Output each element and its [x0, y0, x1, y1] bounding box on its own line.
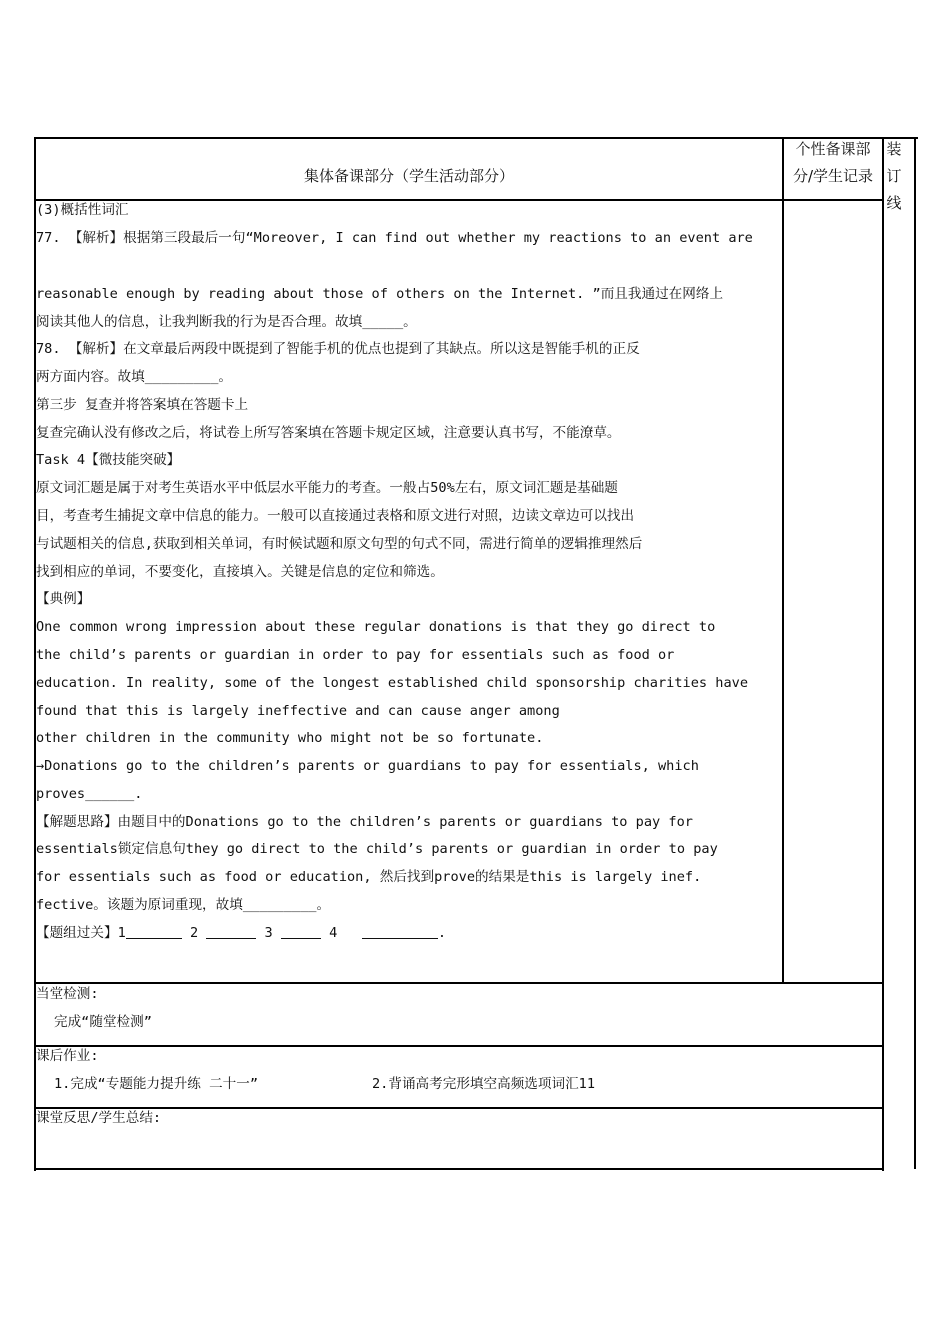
content-line: proves______. — [36, 786, 143, 802]
quiz-item-1: 1 — [117, 925, 126, 941]
quiz-end: . — [437, 925, 446, 941]
content-line: the child’s parents or guardian in order to pay for essentials such as food or — [36, 647, 675, 663]
content-line: 第三步 复查并将答案填在答题卡上 — [36, 397, 249, 413]
answer-blank-4[interactable] — [362, 923, 438, 939]
answer-blank-3[interactable] — [281, 923, 321, 939]
content-line: 与试题相关的信息,获取到相关单词，有时候试题和原文句型的句式不同，需进行简单的逻辑推理然后 — [36, 536, 643, 552]
binding-char-1: 装 — [886, 140, 902, 158]
content-line: reasonable enough by reading about those of others on the Internet. ”而且我通过在网络上 — [36, 286, 724, 302]
content-line: 原文词汇题是属于对考生英语水平中低层水平能力的考查。一般占50%左右，原文词汇题是基础题 — [36, 480, 618, 496]
content-line: fective。该题为原词重现，故填_________。 — [36, 897, 331, 913]
quiz-item-3: 3 — [264, 925, 273, 941]
content-line: 78. 【解析】在文章最后两段中既提到了智能手机的优点也提到了其缺点。所以这是智能手机的正反 — [36, 341, 640, 357]
header-bottom-line — [34, 199, 884, 201]
main-section-title: 集体备课部分（学生活动部分） — [303, 167, 514, 185]
content-line: One common wrong impression about these regular donations is that they go direct to — [36, 619, 716, 635]
table-main-right-border — [782, 137, 784, 984]
content-line: →Donations go to the children’s parents or guardians to pay for essentials, which — [36, 758, 699, 774]
content-line: education. In reality, some of the longest established child sponsorship charities have — [36, 675, 749, 691]
content-line: 77. 【解析】根据第三段最后一句“Moreover, I can find out whether my reactions to an event are — [36, 230, 753, 246]
in-class-task: 完成“随堂检测” — [54, 1014, 152, 1030]
table-bottom-line — [34, 1168, 884, 1170]
content-line: 找到相应的单词，不要变化，直接填入。关键是信息的定位和筛选。 — [36, 564, 444, 580]
binding-char-2: 订 — [886, 167, 902, 185]
answer-blank-1[interactable] — [126, 923, 182, 939]
table-side-right-border — [882, 137, 884, 1171]
side-title-line2: 分/学生记录 — [792, 167, 874, 185]
side-title-line1: 个性备课部 — [795, 140, 871, 158]
binding-column-right-border — [914, 137, 916, 1169]
content-line: found that this is largely ineffective and can cause anger among — [36, 703, 560, 719]
content-line: Task 4【微技能突破】 — [36, 452, 181, 468]
quiz-item-2: 2 — [189, 925, 199, 941]
content-line: 复查完确认没有修改之后，将试卷上所写答案填在答题卡规定区域，注意要认真书写，不能潦草。 — [36, 425, 621, 441]
content-line: (3)概括性词汇 — [36, 202, 129, 218]
homework-item-2: 2.背诵高考完形填空高频选项词汇11 — [372, 1076, 596, 1092]
content-line: for essentials such as food or education, 然后找到prove的结果是this is largely inef. — [36, 869, 702, 885]
homework-item-1: 1.完成“专题能力提升练 二十一” — [54, 1076, 259, 1092]
reflection-title: 课堂反思/学生总结: — [36, 1110, 162, 1126]
content-line: 两方面内容。故填_________。 — [36, 369, 233, 385]
content-line: 【典例】 — [36, 591, 91, 607]
content-line: 阅读其他人的信息，让我判断我的行为是否合理。故填_____。 — [36, 314, 417, 330]
quiz-label: 【题组过关】 — [36, 925, 118, 941]
content-bottom-line — [34, 982, 884, 984]
homework-bottom-line — [34, 1107, 884, 1109]
content-line: 【解题思路】由题目中的Donations go to the children’s parents or guardians to pay for — [36, 814, 693, 830]
in-class-title: 当堂检测: — [36, 986, 99, 1002]
quiz-line — [36, 920, 446, 948]
content-line: other children in the community who might not be so fortunate. — [36, 730, 544, 746]
answer-blank-2[interactable] — [206, 923, 256, 939]
content-line: 目，考查考生捕捉文章中信息的能力。一般可以直接通过表格和原文进行对照，边读文章边可以找出 — [36, 508, 635, 524]
quiz-item-4: 4 — [329, 925, 338, 941]
homework-title: 课后作业: — [36, 1048, 99, 1064]
content-line: essentials锁定信息句they go direct to the child’s parents or guardian in order to pay — [36, 841, 718, 857]
binding-char-3: 线 — [886, 194, 902, 212]
in-class-bottom-line — [34, 1045, 884, 1047]
